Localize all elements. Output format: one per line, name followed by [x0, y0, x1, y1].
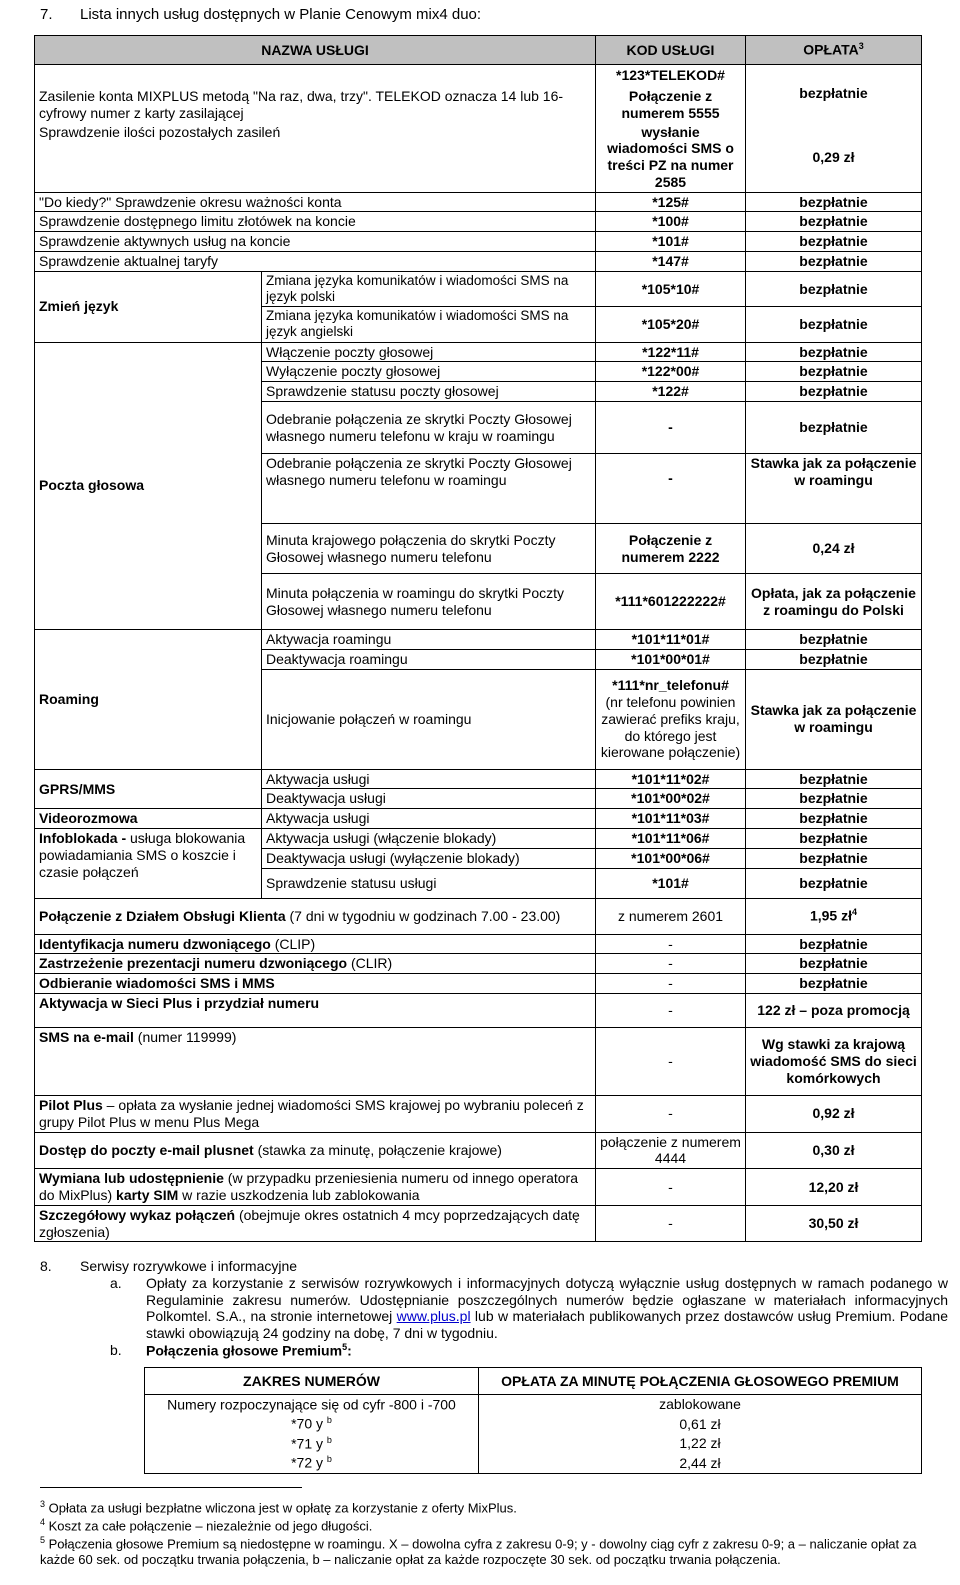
group-label: Zmień język — [35, 271, 262, 342]
table-row — [35, 898, 922, 934]
service-fee: Stawka jak za połączenie w roamingu — [746, 454, 922, 524]
service-fee: 122 zł – poza promocją — [746, 993, 922, 1027]
service-code: - — [596, 993, 746, 1027]
table-header-row — [35, 36, 922, 65]
service-code: *101# — [596, 868, 746, 898]
service-fee: bezpłatnie — [746, 809, 922, 829]
service-code: Połączenie z numerem 2222 — [596, 524, 746, 574]
header-service-code: KOD USŁUGI — [596, 36, 746, 65]
service-code: - — [596, 954, 746, 974]
service-name: "Do kiedy?" Sprawdzenie okresu ważności konta — [35, 192, 596, 212]
service-code: Połączenie z numerem 5555 — [596, 87, 746, 123]
table-row — [35, 630, 922, 650]
group-label: Videorozmowa — [35, 809, 262, 829]
table-row — [35, 809, 922, 829]
service-code: *101*11*01# — [596, 630, 746, 650]
service-code: *101# — [596, 232, 746, 252]
service-code: wysłanie wiadomości SMS o treści PZ na numer 2585 — [596, 123, 746, 193]
table-row — [35, 1205, 922, 1242]
plus-website-link[interactable]: www.plus.pl — [396, 1308, 471, 1325]
service-code: *101*00*02# — [596, 789, 746, 809]
service-code: *101*00*01# — [596, 649, 746, 669]
service-name: Identyfikacja numeru dzwoniącego (CLIP) — [35, 934, 596, 954]
table-row — [35, 342, 922, 362]
service-fee: bezpłatnie — [746, 65, 922, 123]
premium-rates-table — [144, 1367, 922, 1474]
service-code: z numerem 2601 — [596, 898, 746, 934]
service-name: SMS na e-mail (numer 119999) — [35, 1027, 596, 1095]
service-fee: bezpłatnie — [746, 868, 922, 898]
service-code: - — [596, 934, 746, 954]
service-code: - — [596, 402, 746, 454]
service-name: Odbieranie wiadomości SMS i MMS — [35, 974, 596, 994]
premium-range: *70 y $^b$ — [145, 1414, 479, 1433]
service-fee: bezpłatnie — [746, 954, 922, 974]
services-table — [34, 35, 922, 1242]
header-fee: OPŁATA$^3$ — [746, 36, 922, 65]
service-code: *101*11*02# — [596, 769, 746, 789]
footnote: $^4$ Koszt za całe połączenie – niezależnie od jego długości. — [40, 1516, 373, 1534]
group-label: Infoblokada - usługa blokowania powiadamiania SMS o koszcie i czasie połączeń — [35, 829, 262, 899]
service-name: Inicjowanie połączeń w roamingu — [262, 669, 596, 769]
service-code: połączenie z numerem 4444 — [596, 1132, 746, 1169]
service-name: Sprawdzenie aktywnych usług na koncie — [35, 232, 596, 252]
premium-fee: 1,22 zł — [479, 1434, 922, 1453]
table-row — [35, 65, 922, 87]
service-name: Zmiana języka komunikatów i wiadomości SMS na język angielski — [262, 307, 596, 342]
service-fee: bezpłatnie — [746, 232, 922, 252]
service-fee: bezpłatnie — [746, 974, 922, 994]
service-name: Zmiana języka komunikatów i wiadomości SMS na język polski — [262, 271, 596, 306]
service-name: Aktywacja usługi (włączenie blokady) — [262, 829, 596, 849]
group-label: Roaming — [35, 630, 262, 770]
service-fee: bezpłatnie — [746, 212, 922, 232]
premium-range: *71 y $^b$ — [145, 1434, 479, 1453]
service-fee: bezpłatnie — [746, 649, 922, 669]
premium-range: Numery rozpoczynające się od cyfr -800 i -700 — [145, 1395, 479, 1415]
table-row — [35, 1027, 922, 1095]
service-code: *101*11*03# — [596, 809, 746, 829]
premium-fee: 2,44 zł — [479, 1453, 922, 1473]
table-row — [35, 954, 922, 974]
premium-header-row — [145, 1368, 922, 1395]
service-code: *105*10# — [596, 271, 746, 306]
service-code: *101*11*06# — [596, 829, 746, 849]
premium-fee: 0,61 zł — [479, 1414, 922, 1433]
service-fee: bezpłatnie — [746, 342, 922, 362]
service-code: *122*00# — [596, 362, 746, 382]
table-row — [35, 212, 922, 232]
premium-row — [145, 1414, 922, 1433]
service-code: - — [596, 1169, 746, 1206]
service-fee: bezpłatnie — [746, 829, 922, 849]
header-service-name: NAZWA USŁUGI — [35, 36, 596, 65]
service-fee: Wg stawki za krajową wiadomość SMS do sieci komórkowych — [746, 1027, 922, 1095]
service-name: Szczegółowy wykaz połączeń (obejmuje okres ostatnich 4 mcy poprzedzających datę zgłoszenia) — [35, 1205, 596, 1242]
service-fee: bezpłatnie — [746, 252, 922, 272]
service-name: Minuta połączenia w roamingu do skrytki Poczty Głosowej własnego numeru telefonu — [262, 574, 596, 630]
service-fee: 0,29 zł — [746, 123, 922, 193]
service-fee: 0,92 zł — [746, 1095, 922, 1132]
service-code: *101*00*06# — [596, 848, 746, 868]
table-row — [35, 123, 922, 193]
service-name: Deaktywacja usługi — [262, 789, 596, 809]
table-row — [35, 192, 922, 212]
service-code: *111*601222222# — [596, 574, 746, 630]
table-row — [35, 1095, 922, 1132]
premium-row — [145, 1395, 922, 1415]
service-name: Sprawdzenie ilości pozostałych zasileń — [39, 123, 281, 140]
service-code: - — [596, 974, 746, 994]
service-fee: bezpłatnie — [746, 769, 922, 789]
service-fee: bezpłatnie — [746, 382, 922, 402]
footnotes — [40, 1499, 948, 1568]
service-fee: bezpłatnie — [746, 362, 922, 382]
service-code: - — [596, 1205, 746, 1242]
table-row — [35, 252, 922, 272]
table-row — [35, 1169, 922, 1206]
service-code: *111*nr_telefonu# (nr telefonu powinien zawierać prefiks kraju, do którego jest kierowane połączenie) — [596, 669, 746, 769]
service-fee: bezpłatnie — [746, 789, 922, 809]
premium-row — [145, 1453, 922, 1473]
footnote: $^3$ Opłata za usługi bezpłatne wliczona jest w opłatę za korzystanie z oferty MixPlus. — [40, 1499, 517, 1516]
section-number: 7. — [40, 6, 53, 23]
service-name: Aktywacja usługi — [262, 769, 596, 789]
service-fee: bezpłatnie — [746, 271, 922, 306]
service-name: Sprawdzenie statusu poczty głosowej — [262, 382, 596, 402]
service-code: *122# — [596, 382, 746, 402]
service-name: Sprawdzenie dostępnego limitu złotówek na koncie — [35, 212, 596, 232]
table-row — [35, 829, 922, 849]
service-code: - — [596, 1027, 746, 1095]
table-row — [35, 1132, 922, 1169]
service-name: Deaktywacja roamingu — [262, 649, 596, 669]
service-fee: bezpłatnie — [746, 402, 922, 454]
service-name: Połączenie z Działem Obsługi Klienta (7 dni w tygodniu w godzinach 7.00 - 23.00) — [35, 898, 596, 934]
service-name: Zastrzeżenie prezentacji numeru dzwoniącego (CLIR) — [35, 954, 596, 974]
service-fee: bezpłatnie — [746, 192, 922, 212]
service-name: Aktywacja roamingu — [262, 630, 596, 650]
table-row — [35, 974, 922, 994]
section-8-paragraph-b: b. Połączenia głosowe Premium$^5$: — [110, 1341, 352, 1359]
footnote-separator — [40, 1487, 302, 1488]
service-name: Sprawdzenie aktualnej taryfy — [35, 252, 596, 272]
premium-header-fee: OPŁATA ZA MINUTĘ POŁĄCZENIA GŁOSOWEGO PREMIUM — [479, 1368, 922, 1395]
service-fee: bezpłatnie — [746, 630, 922, 650]
service-code: - — [596, 1095, 746, 1132]
service-fee: Opłata, jak za połączenie z roamingu do Polski — [746, 574, 922, 630]
service-fee: 0,30 zł — [746, 1132, 922, 1169]
section-8 — [40, 1258, 948, 1359]
service-name: Dostęp do poczty e-mail plusnet (stawka za minutę, połączenie krajowe) — [35, 1132, 596, 1169]
table-row — [35, 232, 922, 252]
service-code: *123*TELEKOD# — [596, 65, 746, 87]
service-name: Pilot Plus – opłata za wysłanie jednej wiadomości SMS krajowej po wybraniu poleceń z grupy Pilot Plus w menu Plus Mega — [35, 1095, 596, 1132]
service-fee: bezpłatnie — [746, 934, 922, 954]
service-name: Włączenie poczty głosowej — [262, 342, 596, 362]
service-name: Zasilenie konta MIXPLUS metodą "Na raz, dwa, trzy". TELEKOD oznacza 14 lub 16-cyfrowy numer z karty zasilającej — [39, 87, 564, 121]
group-label: Poczta głosowa — [35, 342, 262, 629]
service-name: Deaktywacja usługi (wyłączenie blokady) — [262, 848, 596, 868]
service-name: Odebranie połączenia ze skrytki Poczty Głosowej własnego numeru telefonu w roamingu — [262, 454, 596, 524]
service-fee: Stawka jak za połączenie w roamingu — [746, 669, 922, 769]
service-code: *105*20# — [596, 307, 746, 342]
footnote: $^5$ Połączenia głosowe Premium są niedostępne w roamingu. X – dowolna cyfra z zakresu 0-9; y - dowolny ciąg cyfr z zakresu 0-9; a – naliczanie opłat za każde 60 sek. od początku trwania połączenia, b – naliczanie opłat za każde rozpoczęte 30 sek. od początku trwania połączenia. — [40, 1534, 917, 1567]
table-row — [35, 769, 922, 789]
service-fee: bezpłatnie — [746, 848, 922, 868]
service-code: *147# — [596, 252, 746, 272]
section-title: Lista innych usług dostępnych w Planie Cenowym mix4 duo: — [80, 6, 482, 23]
service-name: Wymiana lub udostępnienie (w przypadku przeniesienia numeru od innego operatora do MixPlus) karty SIM w razie uszkodzenia lub zablokowania — [35, 1169, 596, 1206]
service-name: Aktywacja usługi — [262, 809, 596, 829]
group-label: GPRS/MMS — [35, 769, 262, 809]
service-name: Aktywacja w Sieci Plus i przydział numeru — [35, 993, 596, 1027]
service-name: Wyłączenie poczty głosowej — [262, 362, 596, 382]
premium-fee: zablokowane — [479, 1395, 922, 1415]
service-code: *122*11# — [596, 342, 746, 362]
premium-row — [145, 1434, 922, 1453]
table-row — [35, 934, 922, 954]
service-name: Sprawdzenie statusu usługi — [262, 868, 596, 898]
premium-header-range: ZAKRES NUMERÓW — [145, 1368, 479, 1395]
table-row — [35, 993, 922, 1027]
service-fee: 1,95 $zł^4$ — [746, 898, 922, 934]
service-code: *125# — [596, 192, 746, 212]
service-fee: 0,24 zł — [746, 524, 922, 574]
service-code: *100# — [596, 212, 746, 232]
service-fee: 12,20 zł — [746, 1169, 922, 1206]
table-row — [35, 271, 922, 306]
premium-range: *72 y $^b$ — [145, 1453, 479, 1473]
service-fee: bezpłatnie — [746, 307, 922, 342]
service-code: - — [596, 454, 746, 524]
service-name: Odebranie połączenia ze skrytki Poczty Głosowej własnego numeru telefonu w kraju w roamingu — [262, 402, 596, 454]
section-7-heading — [40, 6, 481, 24]
service-fee: 30,50 zł — [746, 1205, 922, 1242]
section-8-paragraph-a: a. Opłaty za korzystanie z serwisów rozrywkowych i informacyjnych dotyczą wyłącznie usług dostępnych w ramach podanego w Regulaminie zakresu numerów. Udostępnianie poszczególnych numerów będzie ogłaszane w materiałach informacyjnych Polkomtel. S.A., na stronie internetowej www.plus.pl lub w materiałach publikowanych przez dostawców usług Premium. Podane stawki obowiązują 24 godziny na dobę, 7 dni w tygodniu. — [110, 1274, 949, 1342]
section-8-heading: 8. Serwisy rozrywkowe i informacyjne — [40, 1258, 298, 1274]
service-name: Minuta krajowego połączenia do skrytki Poczty Głosowej własnego numeru telefonu — [262, 524, 596, 574]
